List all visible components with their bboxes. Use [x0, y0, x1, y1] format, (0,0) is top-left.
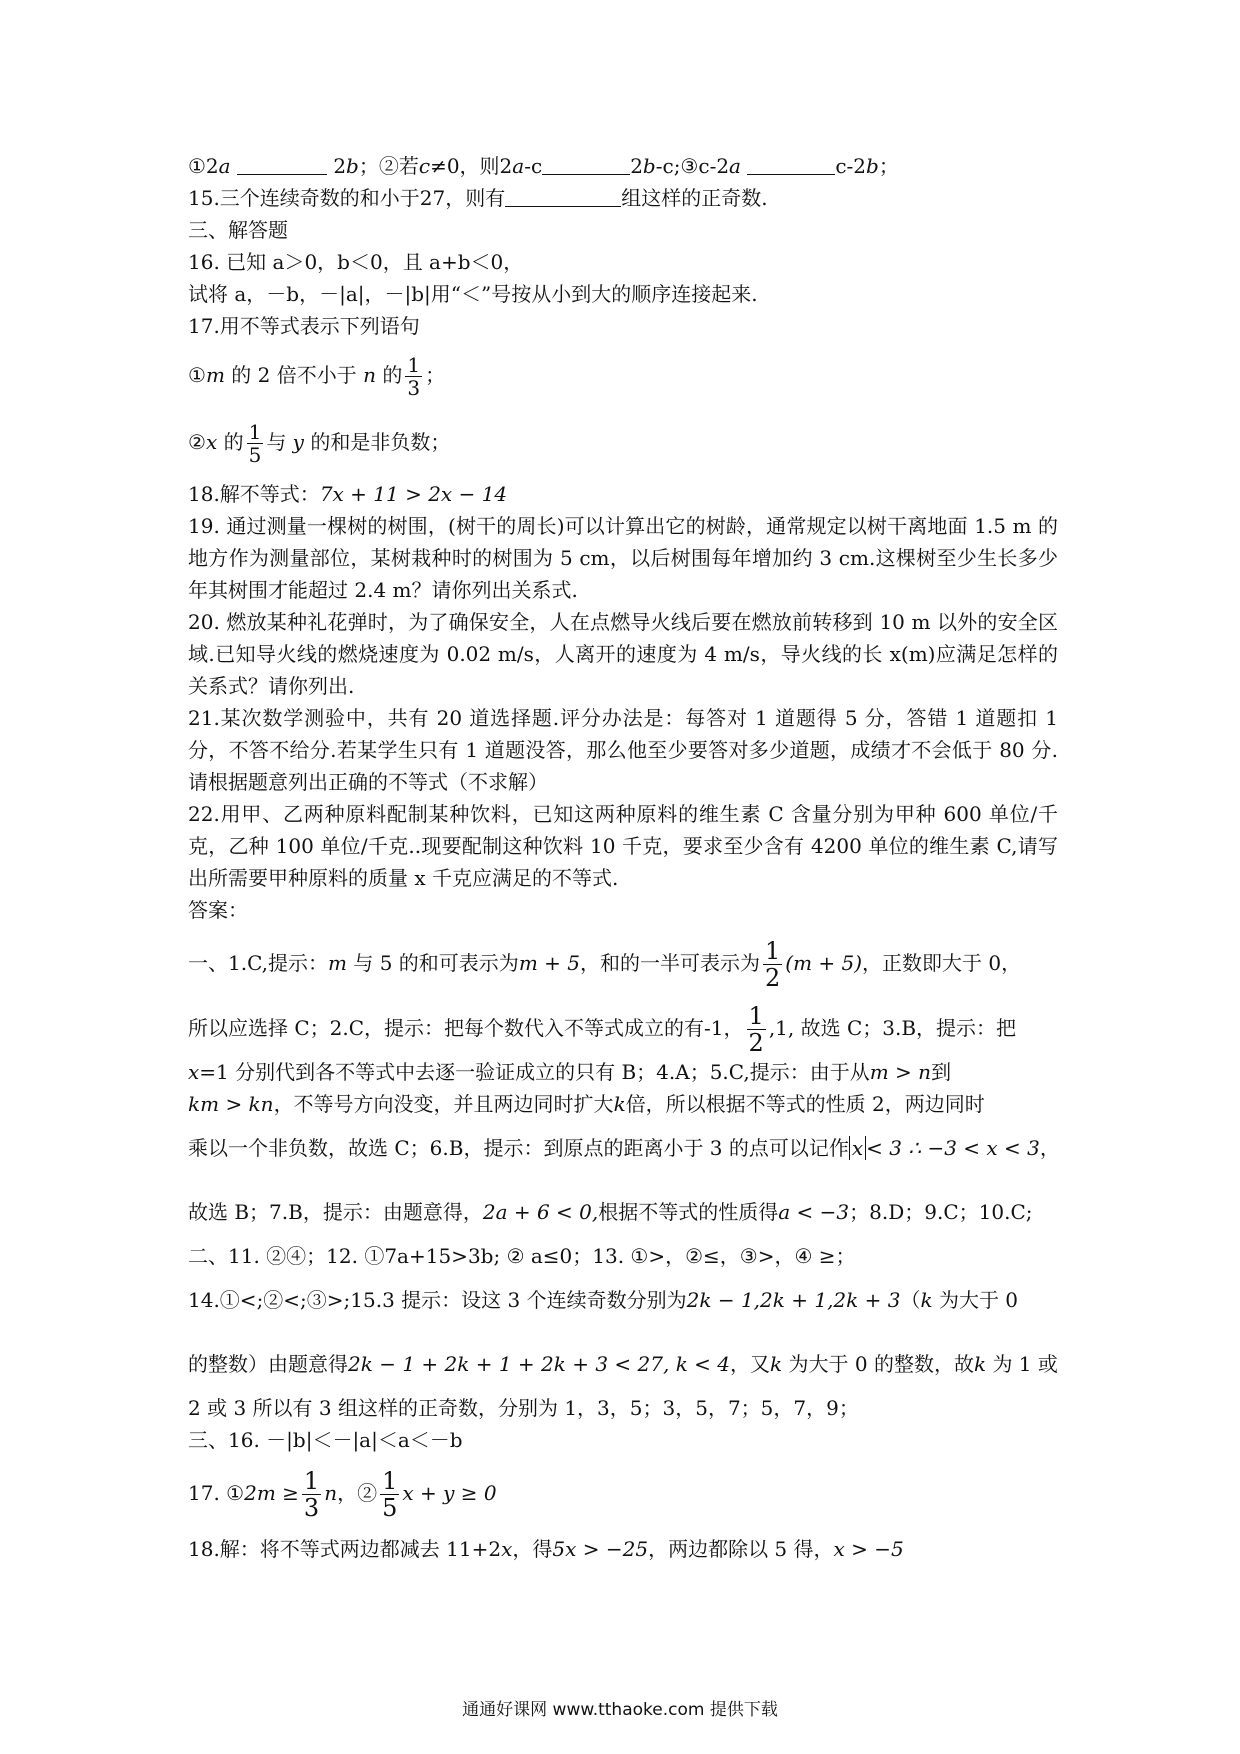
q14-text: ； [878, 154, 899, 178]
question-19: 19. 通过测量一棵树的树围，(树干的周长)可以计算出它的树龄，通常规定以树干离地面 1.5 m 的地方作为测量部位，某树栽种时的树围为 5 cm，以后树围每年增加约 3 cm.这棵树至少生长多少年其树围才能超过 2.4 m？请你列出关系式. [188, 514, 1058, 602]
numerator: 1 [407, 353, 421, 377]
fraction [247, 421, 264, 466]
section-heading: 三、解答题 [188, 218, 288, 242]
math-expression: < 3 ∴ −3 < x < 3 [866, 1136, 1040, 1160]
q14-text: 2 [630, 154, 643, 178]
q14-text: c-2 [835, 154, 867, 178]
answer-text: ， [1039, 1136, 1060, 1160]
answer-1-line4 [188, 1088, 1058, 1120]
question-17-item-2 [188, 421, 1058, 466]
answer-text: 18.解：将不等式两边都减去 11+2 [188, 1537, 502, 1561]
q17-text: 的 [382, 363, 403, 387]
answer-text: 17. ① [188, 1481, 245, 1505]
q18-text: 18.解不等式： [188, 482, 320, 506]
q17-text: 的和是非负数； [310, 430, 451, 454]
q17-text: 的 2 倍不小于 [231, 363, 357, 387]
var-x: x [188, 1060, 200, 1084]
question-14 [188, 150, 1058, 182]
denominator: 3 [407, 376, 421, 400]
question-15 [188, 182, 1058, 214]
inequality-expression: 7x + 11 > 2x − 14 [319, 482, 508, 506]
q17-text: ； [425, 363, 446, 387]
absolute-value: x [849, 1136, 866, 1160]
answer-text: 根据不等式的性质得 [598, 1200, 779, 1224]
answer-text: ，正数即大于 0， [862, 951, 1022, 975]
question-22: 22.用甲、乙两种原料配制某种饮料，已知这两种原料的维生素 C 含量分别为甲种 600 单位/千克，乙种 100 单位/千克..现要配制这种饮料 10 千克，要求至少含有 4200 单位的维生素 C,请写出所需要甲种原料的质量 x 千克应满足的不等式. [188, 802, 1058, 890]
denominator: 2 [748, 1029, 764, 1057]
answer-text: （ [900, 1288, 921, 1312]
answer-1-line3 [188, 1056, 1058, 1088]
answer-2-line2 [188, 1284, 1058, 1316]
math-expression: 2a + 6 < 0, [482, 1200, 599, 1224]
answer-text: ，得 [512, 1537, 553, 1561]
question-16-line1: 16. 已知 a＞0，b＜0，且 a+b＜0， [188, 250, 524, 274]
page-footer: 通通好课网 www.tthaoke.com 提供下载 [462, 1700, 778, 1720]
math-expression: (m + 5) [785, 951, 863, 975]
answer-blank [542, 156, 630, 175]
var-b: b [866, 154, 879, 178]
var-k: k [613, 1092, 626, 1116]
fraction [380, 1468, 399, 1521]
question-17-item-1 [188, 354, 1058, 399]
var-n: n [363, 363, 376, 387]
math-expression: 2k − 1,2k + 1,2k + 3 [686, 1288, 901, 1312]
answer-2-line3 [188, 1348, 1058, 1380]
math-expression: 5x > −25 [552, 1537, 649, 1561]
var-k: k [973, 1352, 987, 1376]
answer-18 [188, 1533, 1058, 1565]
var-k: k [770, 1352, 783, 1376]
question-20: 20. 燃放某种礼花弹时，为了确保安全，人在点燃导火线后要在燃放前转移到 10 m 以外的安全区域.已知导火线的燃烧速度为 0.02 m/s，人离开的速度为 4 m/s，导火线的长 x(m)应满足怎样的关系式？请你列出. [188, 610, 1058, 698]
answer-text: 一、1.C,提示： [188, 951, 329, 975]
q15-text: 15.三个连续奇数的和小于27，则有 [188, 186, 506, 210]
denominator: 2 [764, 964, 781, 992]
math-expression: 2m ≥ [244, 1481, 299, 1505]
answer-2-line1: 二、11. ②④；12. ①7a+15>3b; ② a≤0；13. ①>，②≤，③>，④ ≥； [188, 1244, 856, 1268]
answer-text: 的整数）由题意得 [188, 1352, 348, 1376]
answer-1-line5 [188, 1132, 1058, 1164]
var-a: a [218, 154, 231, 178]
var-x: x [501, 1537, 513, 1561]
answer-text: =1 分别代到各不等式中去逐一验证成立的只有 B；4.A；5.C,提示：由于从 [199, 1060, 870, 1084]
answer-text: 所以应选择 C；2.C，提示：把每个数代入不等式成立的有-1， [188, 1016, 744, 1040]
math-expression: x + y ≥ 0 [402, 1481, 497, 1505]
question-17-title: 17.用不等式表示下列语句 [188, 314, 420, 338]
answer-text: ，② [337, 1481, 378, 1505]
answer-1-line2 [188, 1003, 1058, 1056]
var-m: m [328, 951, 347, 975]
math-expression: m + 5 [518, 951, 580, 975]
var-a: a [729, 154, 741, 178]
q17-text: ② [188, 430, 206, 454]
var-a: a [512, 154, 525, 178]
answer-text: 乘以一个非负数，故选 C；6.B，提示：到原点的距离小于 3 的点可以记作 [188, 1136, 849, 1160]
denominator: 3 [303, 1494, 320, 1522]
answer-text: ，两边都除以 5 得， [648, 1537, 834, 1561]
q17-text: ① [188, 363, 206, 387]
answer-text: 为大于 0 的整数，故 [788, 1352, 974, 1376]
var-m: m [205, 363, 225, 387]
answer-text: 为 1 或 [992, 1352, 1058, 1376]
numerator: 1 [748, 1002, 764, 1030]
fraction [747, 1003, 766, 1056]
answer-text: ，又 [730, 1352, 771, 1376]
denominator: 5 [248, 443, 262, 467]
answer-16: 三、16. －|b|＜－|a|＜a＜－b [188, 1428, 463, 1452]
question-21: 21.某次数学测验中，共有 20 道选择题.评分办法是：每答对 1 道题得 5 分，答错 1 道题扣 1 分，不答不给分.若某学生只有 1 道题没答，那么他至少要答对多少道题，成绩才不会低于 80 分.请根据题意列出正确的不等式（不求解） [188, 706, 1058, 794]
answer-text: 与 5 的和可表示为 [353, 951, 519, 975]
answer-text: 故选 B；7.B，提示：由题意得， [188, 1200, 483, 1224]
answer-text: 14.①<;②<;③>;15.3 提示：设这 3 个连续奇数分别为 [188, 1288, 687, 1312]
answer-text: ,1, 故选 C；3.B，提示：把 [768, 1016, 1017, 1040]
answer-blank [747, 156, 835, 175]
q14-text: 2 [333, 154, 347, 178]
answer-text: ，和的一半可表示为 [579, 951, 760, 975]
fraction [302, 1468, 321, 1521]
answer-2-line4: 2 或 3 所以有 3 组这样的正奇数，分别为 1，3，5；3，5，7；5，7，9； [188, 1396, 859, 1420]
numerator: 1 [248, 420, 262, 444]
answer-text: ；8.D；9.C；10.C; [849, 1200, 1033, 1224]
q15-text: 组这样的正奇数. [621, 186, 768, 210]
answer-text: ，不等号方向没变，并且两边同时扩大 [273, 1092, 614, 1116]
math-expression: a < −3 [778, 1200, 850, 1224]
answer-text: 到 [931, 1060, 952, 1084]
math-expression: 2k − 1 + 2k + 1 + 2k + 3 < 27, k < 4 [348, 1352, 731, 1376]
answer-blank [505, 188, 621, 207]
fraction [405, 354, 422, 399]
answers-title: 答案： [188, 898, 248, 922]
q14-text: ；②若 [358, 154, 419, 178]
var-k: k [920, 1288, 933, 1312]
var-b: b [642, 154, 656, 178]
var-x: x [205, 430, 218, 454]
math-expression: x > −5 [833, 1537, 904, 1561]
numerator: 1 [382, 1467, 398, 1495]
answer-text: 倍，所以根据不等式的性质 2，两边同时 [625, 1092, 985, 1116]
math-expression: km > kn [188, 1092, 274, 1116]
q14-text: -c;③c-2 [655, 154, 730, 178]
math-expression: m > n [869, 1060, 932, 1084]
answer-text: 为大于 0 [938, 1288, 1019, 1312]
numerator: 1 [764, 937, 781, 965]
q14-text: ≠0，则2 [430, 154, 513, 178]
var-c: c [418, 154, 431, 178]
q17-text: 的 [223, 430, 244, 454]
question-18 [188, 478, 1058, 510]
q14-text: -c [524, 154, 543, 178]
answer-1-line6 [188, 1196, 1058, 1228]
var-y: y [292, 430, 304, 454]
fraction [763, 938, 782, 991]
q17-text: 与 [266, 430, 287, 454]
var-b: b [346, 154, 359, 178]
denominator: 5 [382, 1494, 398, 1522]
answer-blank [237, 156, 327, 175]
document-page [188, 150, 1058, 1565]
var-n: n [324, 1481, 338, 1505]
question-16-line2: 试将 a，－b，－|a|，－|b|用“＜”号按从小到大的顺序连接起来. [188, 282, 758, 306]
answer-1-line1 [188, 938, 1058, 991]
q14-text: ①2 [188, 154, 219, 178]
numerator: 1 [303, 1467, 320, 1495]
answer-17 [188, 1468, 1058, 1521]
